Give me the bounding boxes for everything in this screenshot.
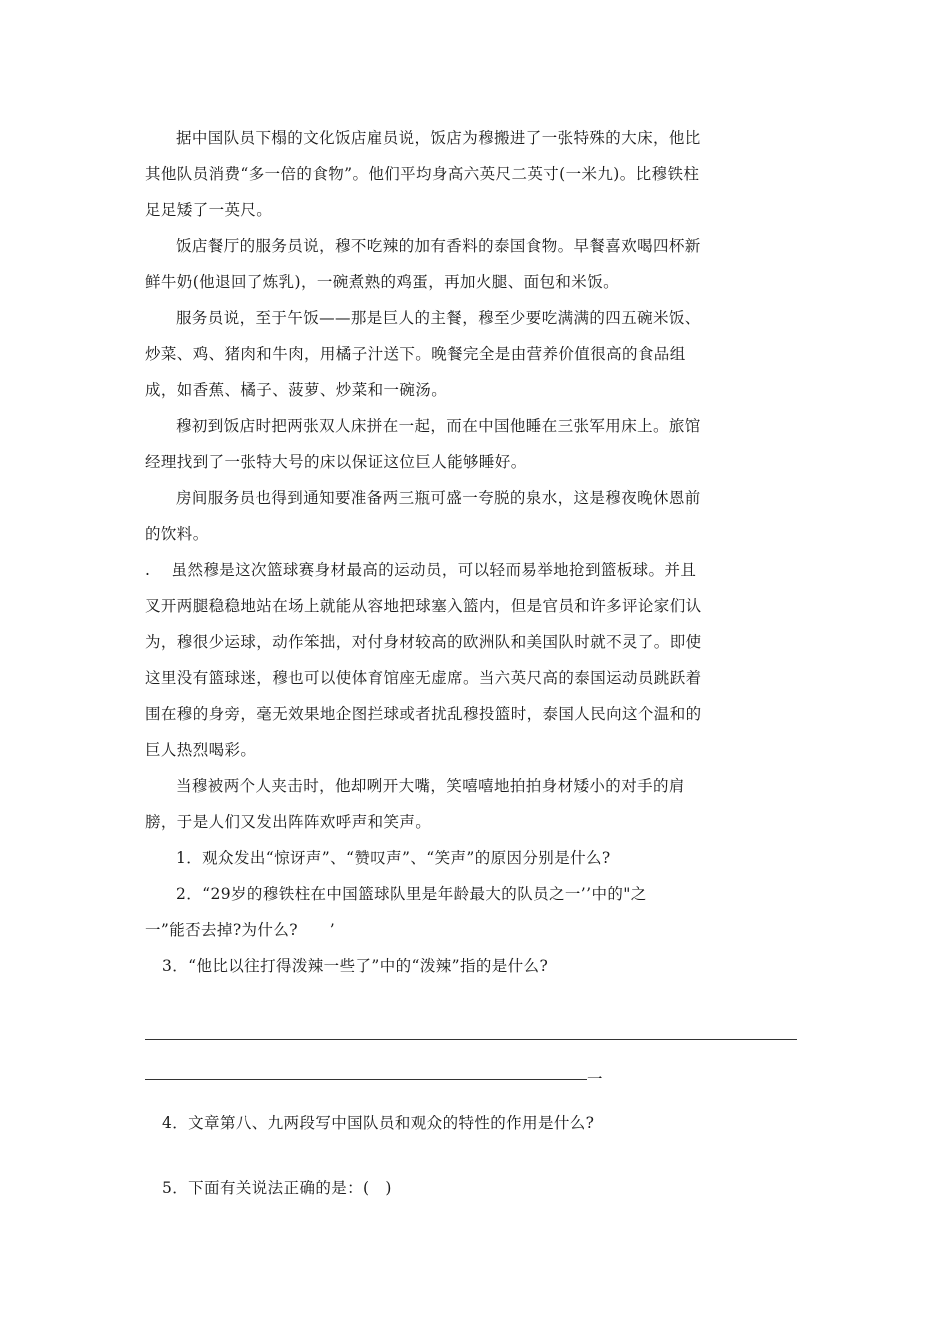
question-3: 3．“他比以往打得泼辣一些了”中的“泼辣”指的是什么? [162,957,549,975]
paragraph-3: 服务员说，至于午饭——那是巨人的主餐，穆至少要吃满满的四五碗米饭、炒菜、鸡、猪肉和牛肉，用橘子汁送下。晚餐完全是由营养价值很高的食品组成，如香蕉、橘子、菠萝、炒菜和一碗汤。 [145,309,701,399]
paragraph-4: 穆初到饭店时把两张双人床拼在一起，而在中国他睡在三张军用床上。旅馆经理找到了一张特大号的床以保证这位巨人能够睡好。 [145,417,701,471]
answer-line-2-tail: 一 [587,1070,603,1088]
question-2-line-2: 一”能否去掉?为什么? ’ [145,921,336,939]
question-4: 4．文章第八、九两段写中国队员和观众的特性的作用是什么? [162,1114,595,1132]
paragraph-6: . 虽然穆是这次篮球赛身材最高的运动员，可以轻而易举地抢到篮板球。并且叉开两腿稳稳地站在场上就能从容地把球塞入篮内，但是官员和许多评论家们认为，穆很少运球，动作笨拙，对付身材较高的欧洲队和美国队时就不灵了。即使这里没有篮球迷，穆也可以使体育馆座无虚席。当六英尺高的泰国运动员跳跃着围在穆的身旁，毫无效果地企图拦球或者扰乱穆投篮时，泰国人民向这个温和的巨人热烈喝彩。 [145,561,702,759]
question-2-line-1: 2．“29岁的穆铁柱在中国篮球队里是年龄最大的队员之一’’中的"之 [176,885,647,903]
answer-line-1 [145,1039,797,1040]
question-5: 5．下面有关说法正确的是：( ) [162,1179,392,1197]
answer-line-2 [145,1079,587,1080]
paragraph-1: 据中国队员下榻的文化饭店雇员说，饭店为穆搬进了一张特殊的大床，他比其他队员消费“多一倍的食物”。他们平均身高六英尺二英寸(一米九)。比穆铁柱足足矮了一英尺。 [145,129,701,219]
paragraph-2: 饭店餐厅的服务员说，穆不吃辣的加有香料的泰国食物。早餐喜欢喝四杯新鲜牛奶(他退回了炼乳)，一碗煮熟的鸡蛋，再加火腿、面包和米饭。 [145,237,701,291]
paragraph-5: 房间服务员也得到通知要准备两三瓶可盛一夸脱的泉水，这是穆夜晚休恩前的饮料。 [145,489,701,543]
paragraph-7: 当穆被两个人夹击时，他却咧开大嘴，笑嘻嘻地拍拍身材矮小的对手的肩膀，于是人们又发出阵阵欢呼声和笑声。 [145,777,685,831]
question-1: 1．观众发出“惊讶声”、“赞叹声”、“笑声”的原因分别是什么? [176,849,611,867]
